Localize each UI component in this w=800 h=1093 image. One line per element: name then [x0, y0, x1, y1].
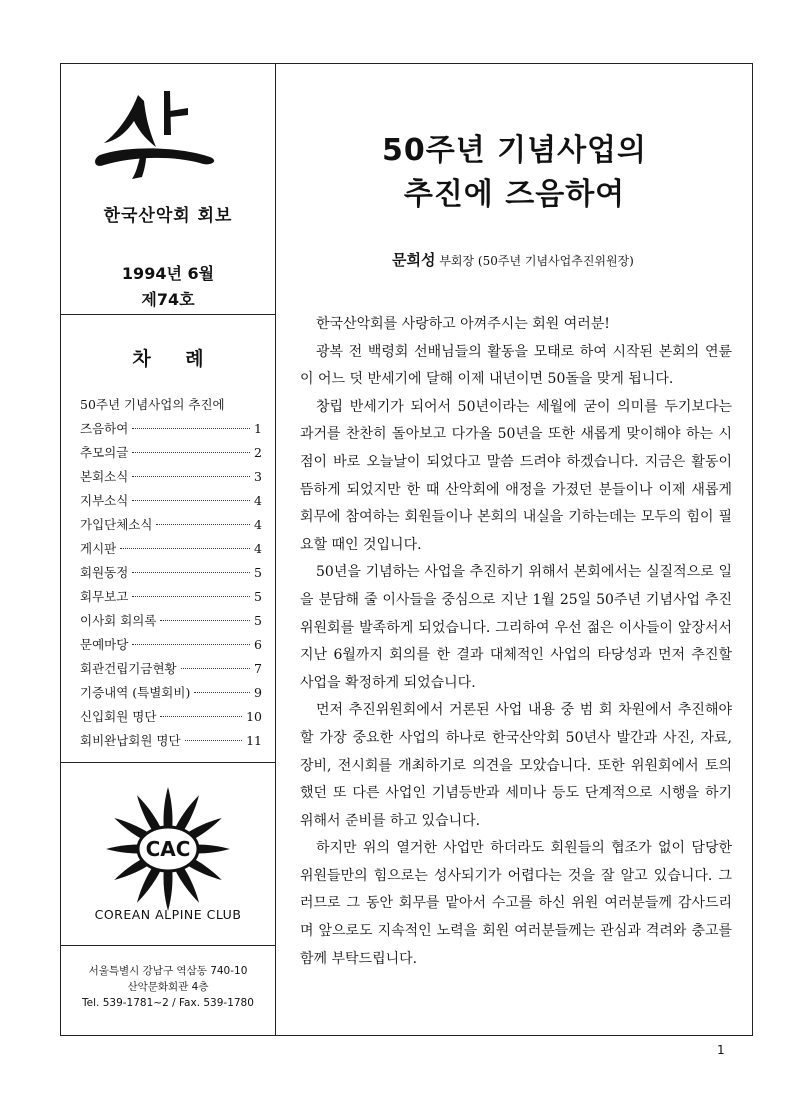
article-title — [276, 129, 753, 217]
newsletter-subtitle: 한국산악회 회보 — [103, 206, 233, 226]
toc-entry — [80, 443, 262, 467]
toc-entry-title: 즈음하여 — [80, 421, 129, 436]
toc-leader — [181, 668, 250, 669]
issue-date: 1994년 6월 — [121, 264, 215, 283]
toc-entry-title: 기증내역 (특별회비) — [80, 685, 191, 700]
toc-entry-title: 지부소식 — [80, 493, 129, 508]
toc-leader — [160, 620, 250, 621]
masthead-logo — [60, 81, 276, 181]
address-line: 산악문화회관 4층 — [127, 981, 209, 993]
divider — [60, 314, 276, 315]
toc-entry — [80, 659, 262, 683]
issue-number: 제74호 — [141, 290, 195, 309]
article-paragraph: 50년을 기념하는 사업을 추진하기 위해서 본회에서는 실질적으로 일을 분담해 줄 이사들을 중심으로 지난 1월 25일 50주년 기념사업 추진위원회를 발족하게 되었습니다. 그리하여 우선 젊은 이사들이 앞장서서 지난 6월까지 회의를 한 결과 대체적인 사업의 타당성과 먼저 추진할 사업을 확정하게 되었습니다. — [300, 564, 732, 691]
toc-leader — [185, 740, 243, 741]
table-of-contents — [80, 395, 262, 755]
toc-entry — [80, 563, 262, 587]
article-paragraph: 하지만 위의 열거한 사업만 하더라도 회원들의 협조가 없이 담당한 위원들만의 힘으로는 성사되기가 어렵다는 것을 잘 알고 있습니다. 그러므로 그 동안 회무를 맡아서 수고를 하신 위원 여러분들께 감사드리며 앞으로도 지속적인 노력을 회원 여러분들께는 관심과 격려와 충고를 함께 부탁드립니다. — [300, 840, 732, 967]
toc-title: 차 례 — [132, 348, 218, 370]
toc-leader — [132, 572, 250, 573]
toc-entry — [80, 539, 262, 563]
emblem-text: CAC — [145, 837, 191, 861]
toc-entry-page: 2 — [254, 445, 262, 460]
toc-entry-title: 추모의글 — [80, 445, 129, 460]
club-emblem — [98, 783, 238, 913]
article-body — [300, 311, 732, 973]
toc-leader — [132, 644, 250, 645]
sidebar — [60, 63, 276, 1036]
toc-leader — [132, 428, 250, 429]
toc-entry-page: 5 — [254, 613, 262, 628]
toc-entry — [80, 587, 262, 611]
toc-entry-page: 6 — [254, 637, 262, 652]
toc-entry-page: 10 — [246, 709, 262, 724]
title-line: 50주년 기념사업의 — [381, 133, 648, 168]
toc-entry-title: 문예마당 — [80, 637, 129, 652]
toc-entry — [80, 419, 262, 443]
toc-entry-page: 4 — [254, 541, 262, 556]
toc-entry-title: 본회소식 — [80, 469, 129, 484]
toc-entry-title: 회비완납회원 명단 — [80, 733, 181, 748]
article-paragraph: 광복 전 백령회 선배님들의 활동을 모태로 하여 시작된 본회의 연륜이 어느 덧 반세기에 달해 이제 내년이면 50돌을 맞게 됩니다. — [300, 343, 732, 388]
toc-leader — [156, 524, 250, 525]
divider — [60, 762, 276, 763]
toc-entry — [80, 683, 262, 707]
toc-entry-page: 4 — [254, 493, 262, 508]
toc-entry-page: 4 — [254, 517, 262, 532]
toc-entry — [80, 467, 262, 491]
byline — [392, 249, 634, 270]
toc-entry — [80, 707, 262, 731]
toc-entry-page: 9 — [254, 685, 262, 700]
toc-entry-title: 회관건립기금현황 — [80, 661, 177, 676]
toc-leader — [132, 476, 250, 477]
toc-entry-title: 회무보고 — [80, 589, 129, 604]
toc-entry-title: 가입단체소식 — [80, 517, 153, 532]
article-paragraph: 창립 반세기가 되어서 50년이라는 세월에 굳이 의미를 두기보다는 과거를 찬찬히 돌아보고 다가올 50년을 또한 새롭게 맞이해야 하는 시점이 바로 오늘날이 되었다고 말씀 드려야 하겠습니다. 지금은 활동이 뜸하게 되었지만 한 때 산악회에 애정을 가졌던 분들이나 이제 새롭게 회무에 참여하는 회원들이나 본회의 내실을 기하는데는 모두의 힘이 필요할 때인 것입니다. — [300, 398, 732, 553]
author-name: 문희성 — [392, 251, 436, 269]
toc-leader — [132, 596, 250, 597]
author-role: 부회장 (50주년 기념사업추진위원장) — [439, 254, 634, 268]
toc-entry-page: 11 — [246, 733, 262, 748]
toc-entry — [80, 515, 262, 539]
address-line: 서울특별시 강남구 역삼동 740-10 — [88, 965, 248, 977]
toc-leader — [132, 500, 250, 501]
toc-leader — [132, 452, 250, 453]
article — [276, 63, 753, 1036]
toc-entry-title: 회원동정 — [80, 565, 129, 580]
toc-entry — [80, 611, 262, 635]
edelweiss-icon — [98, 783, 238, 913]
title-line: 추진에 즈음하여 — [403, 177, 626, 212]
toc-entry-title: 게시판 — [80, 541, 117, 556]
toc-entry — [80, 635, 262, 659]
toc-leader — [120, 548, 250, 549]
article-paragraph: 한국산악회를 사랑하고 아껴주시는 회원 여러분! — [316, 316, 610, 332]
page-number: 1 — [717, 1043, 725, 1057]
toc-entry-page: 5 — [254, 589, 262, 604]
club-address — [60, 963, 276, 1011]
article-paragraph: 먼저 추진위원회에서 거론된 사업 내용 중 범 회 차원에서 추진해야 할 가장 중요한 사업의 하나로 한국산악회 50년사 발간과 사진, 자료, 장비, 전시회를 개최하기로 의견을 모았습니다. 또한 위원회에서 토의했던 또 다른 사업인 기념등반과 세미나 등도 단계적으로 시행을 하기 위해서 준비를 하고 있습니다. — [300, 702, 732, 829]
toc-heading: 50주년 기념사업의 추진에 — [80, 397, 225, 412]
toc-leader — [160, 716, 242, 717]
club-name: COREAN ALPINE CLUB — [94, 907, 242, 922]
toc-entry-page: 1 — [254, 421, 262, 436]
toc-entry-page: 5 — [254, 565, 262, 580]
phone-fax: Tel. 539-1781~2 / Fax. 539-1780 — [82, 997, 254, 1009]
toc-leader — [194, 692, 250, 693]
toc-entry-title: 이사회 회의록 — [80, 613, 157, 628]
toc-entry-title: 신입회원 명단 — [80, 709, 157, 724]
toc-entry-page: 7 — [254, 661, 262, 676]
toc-entry-page: 3 — [254, 469, 262, 484]
divider — [60, 945, 276, 946]
toc-entry — [80, 731, 262, 755]
brush-logo-icon — [60, 81, 276, 181]
toc-entry — [80, 491, 262, 515]
